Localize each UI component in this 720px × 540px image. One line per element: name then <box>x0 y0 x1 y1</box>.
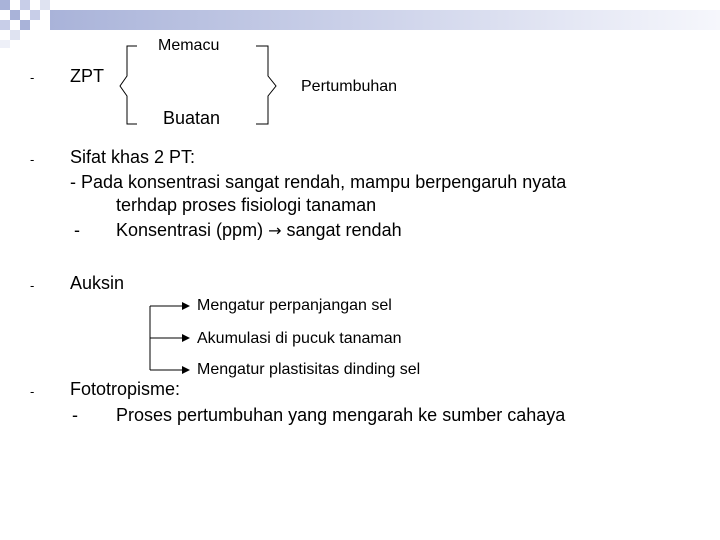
sifat-line-3 <box>116 220 402 241</box>
sifat-line-3-dash: - <box>74 220 80 240</box>
auksin-arrowhead-2 <box>182 334 190 342</box>
sifat-line-3-text-a: Konsentrasi (ppm) <box>116 220 264 240</box>
sifat-line-2: terhdap proses fisiologi tanaman <box>116 195 377 215</box>
bullet-auksin: - <box>30 278 35 293</box>
bullet-zpt: - <box>30 70 35 85</box>
bullet-sifat: - <box>30 152 35 167</box>
sifat-line-3-text-b: sangat rendah <box>286 220 402 240</box>
left-brace <box>120 46 137 124</box>
fototropisme-title: Fototropisme: <box>70 379 181 399</box>
bullet-fototropisme: - <box>30 384 35 399</box>
right-brace <box>256 46 276 124</box>
fototropisme-dash: - <box>72 405 78 425</box>
zpt-result: Pertumbuhan <box>301 78 398 95</box>
auksin-function-2: Akumulasi di pucuk tanaman <box>197 330 402 347</box>
arrow-right-icon: → <box>268 221 282 240</box>
auksin-arrowhead-1 <box>182 302 190 310</box>
zpt-term: ZPT <box>70 66 104 86</box>
header-checker-pattern <box>0 0 720 48</box>
zpt-top-label: Memacu <box>158 37 220 54</box>
zpt-bottom-label: Buatan <box>163 108 221 128</box>
header-decoration <box>0 0 720 48</box>
auksin-function-3: Mengatur plastisitas dinding sel <box>197 361 421 378</box>
sifat-line-1: - Pada konsentrasi sangat rendah, mampu berpengaruh nyata <box>70 172 567 192</box>
auksin-arrowhead-3 <box>182 366 190 374</box>
sifat-title: Sifat khas 2 PT: <box>70 147 196 167</box>
auksin-function-1: Mengatur perpanjangan sel <box>197 297 392 314</box>
fototropisme-text: Proses pertumbuhan yang mengarah ke sumber cahaya <box>116 405 566 425</box>
auksin-title: Auksin <box>70 273 125 293</box>
